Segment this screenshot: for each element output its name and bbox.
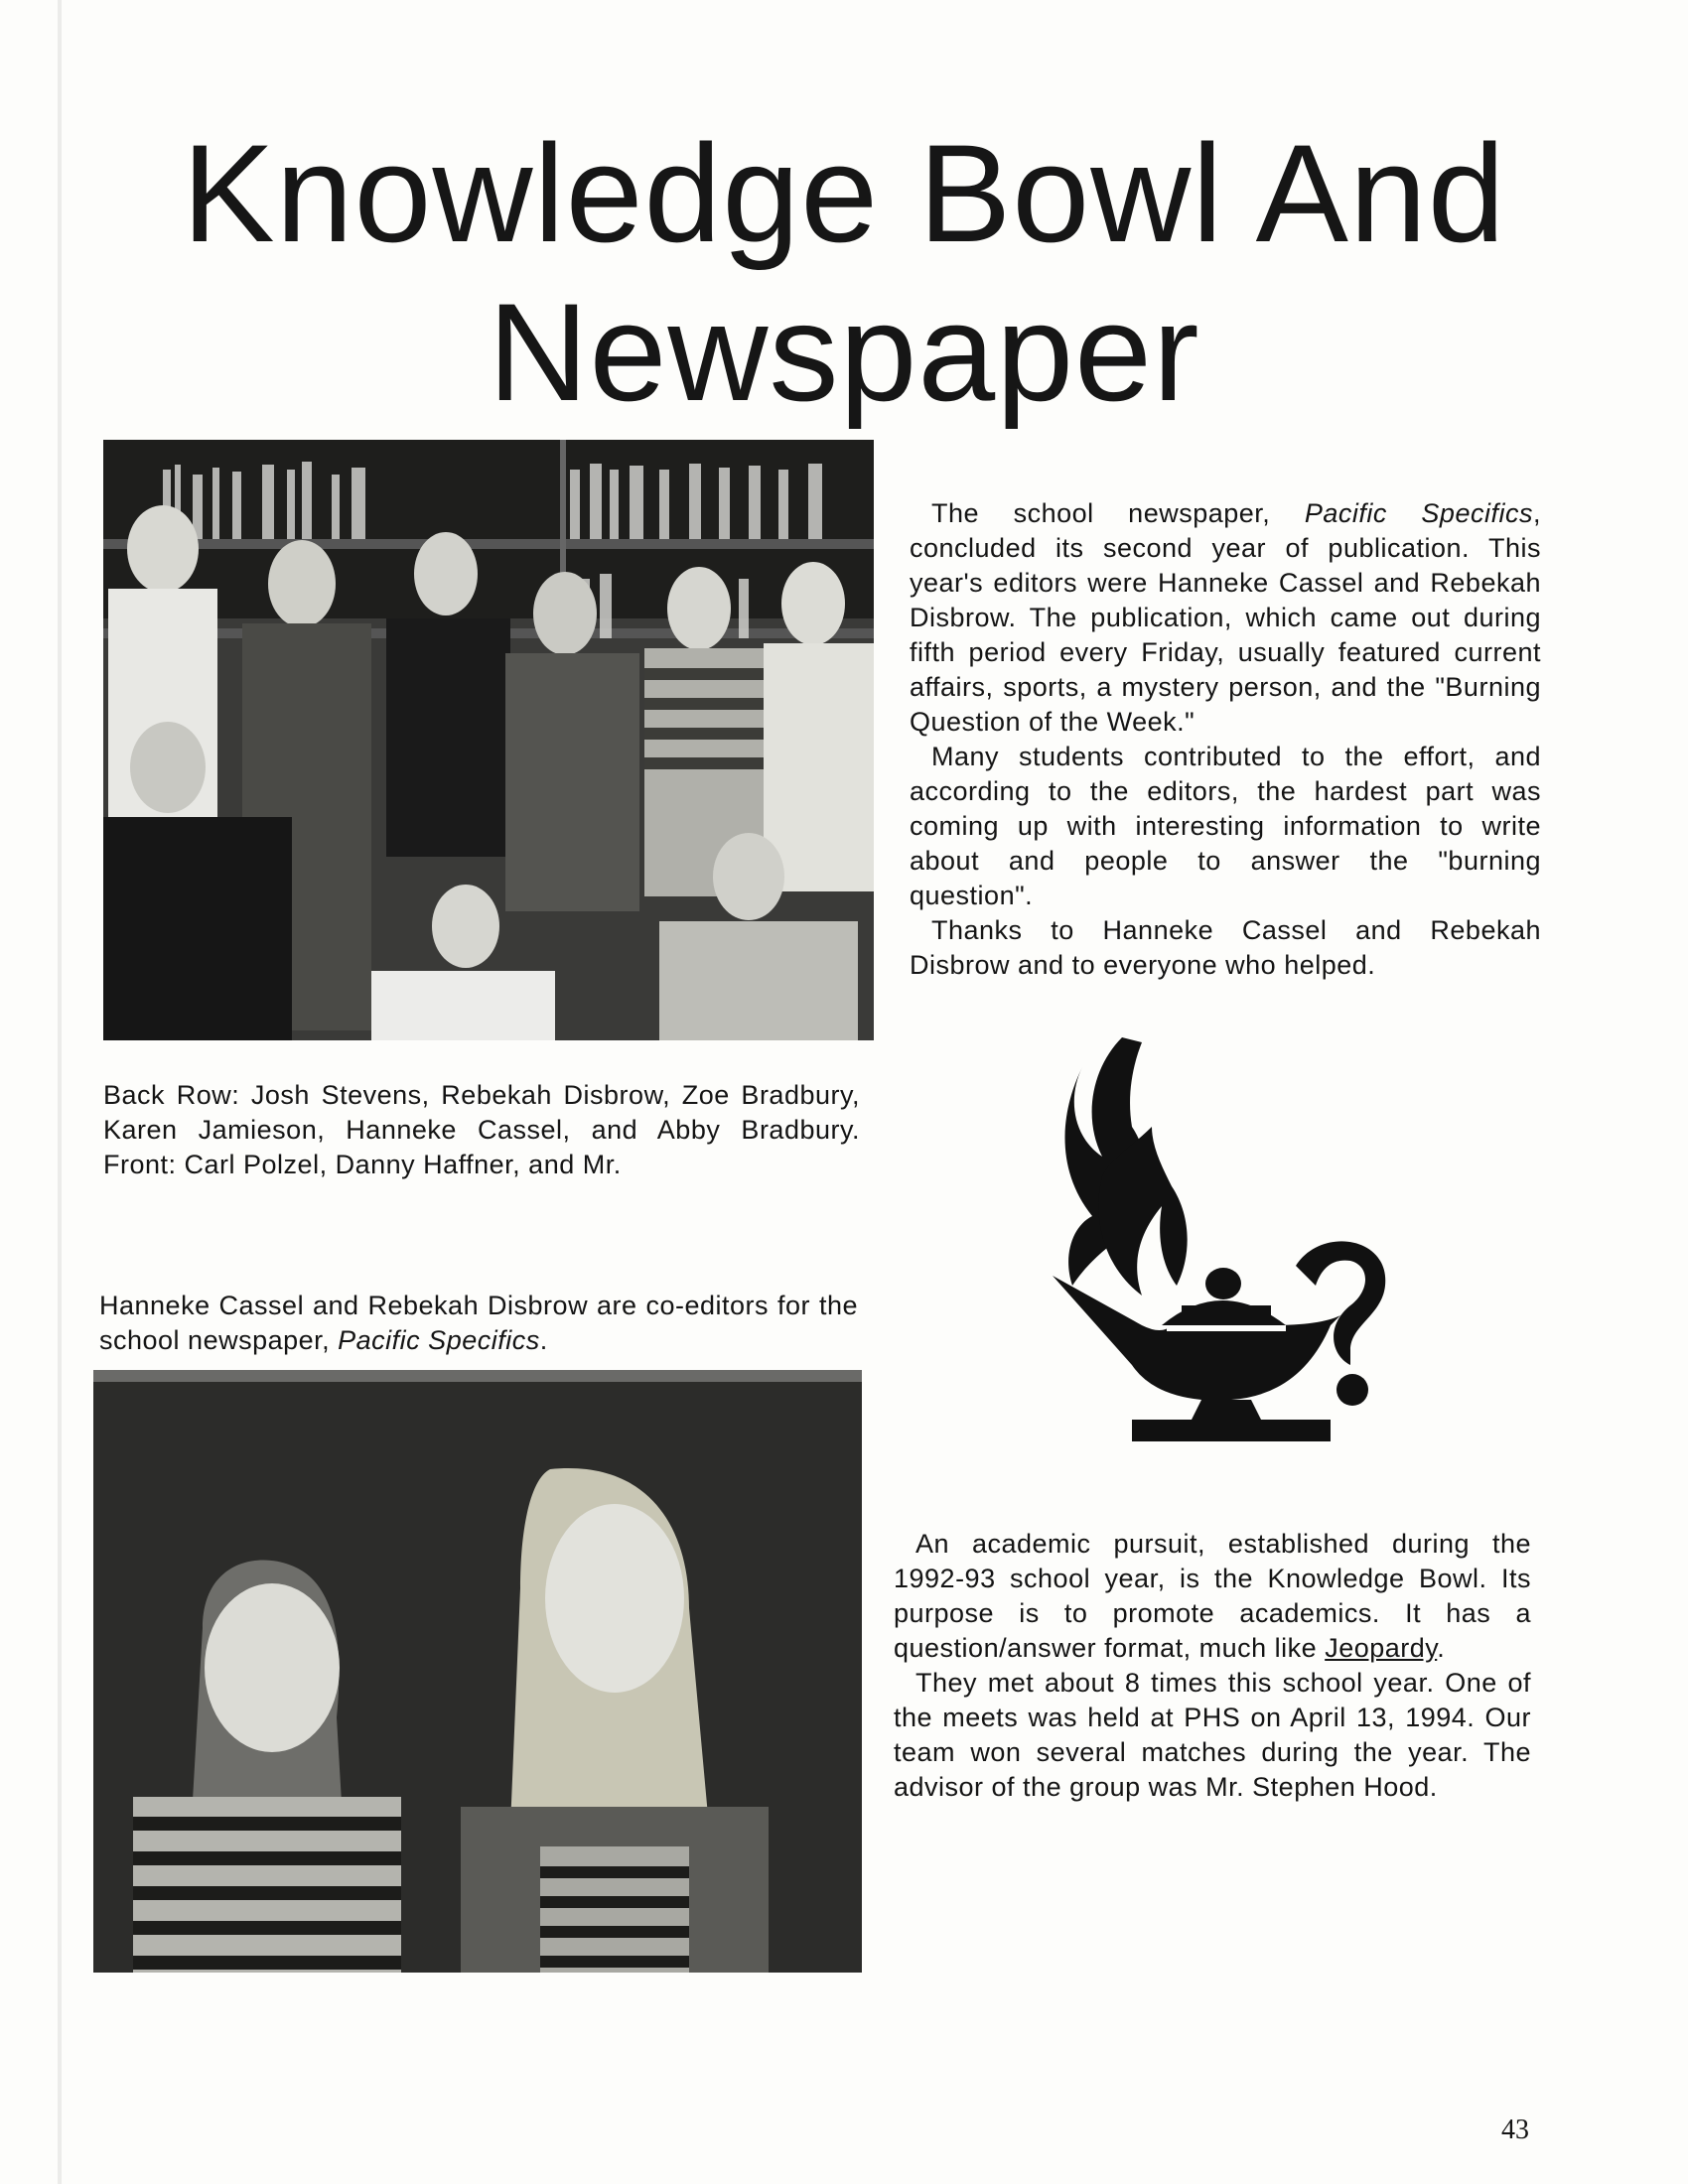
newspaper-paragraph-1 [910, 496, 1541, 740]
kb-text-end: . [1437, 1633, 1446, 1663]
newspaper-paragraph-3: Thanks to Hanneke Cassel and Rebekah Disbrow and to everyone who helped. [910, 915, 1541, 980]
intro-text: The school newspaper, [931, 498, 1305, 528]
editors-photo-caption [99, 1289, 858, 1358]
knowledge-bowl-article [894, 1527, 1531, 1805]
knowledge-bowl-paragraph-1 [894, 1527, 1531, 1666]
editors-caption-paper-name: Pacific Specifics [338, 1325, 540, 1355]
editors-caption-end: . [539, 1325, 548, 1355]
page-number: 43 [1501, 2115, 1529, 2145]
editors-caption-text: Hanneke Cassel and Rebekah Disbrow are co-editors for the school newspaper, [99, 1291, 858, 1355]
editors-photo [93, 1370, 862, 1973]
newspaper-paragraph-2: Many students contributed to the effort, and according to the editors, the hardest part was coming up with interesting information to write about and people to answer the "burning question". [910, 742, 1541, 910]
page-title-line-1: Knowledge Bowl And [182, 115, 1506, 271]
group-photo-caption: Back Row: Josh Stevens, Rebekah Disbrow, Zoe Bradbury, Karen Jamieson, Hanneke Cassel, and Abby Bradbury. Front: Carl Polzel, Danny Haffner, and Mr. [103, 1080, 860, 1179]
page-title-line-2: Newspaper [488, 274, 1200, 430]
paper-name: Pacific Specifics [1304, 498, 1533, 528]
lamp-of-knowledge-icon [1033, 1027, 1410, 1444]
intro-text-continued: , concluded its second year of publication. This year's editors were Hanneke Cassel and Rebekah Disbrow. The publication, which came out during fifth period every Friday, usually featured current affairs, sports, a mystery person, and the "Burning Question of the Week." [910, 498, 1541, 737]
jeopardy-text: Jeopardy [1325, 1633, 1438, 1663]
newspaper-article [910, 496, 1541, 983]
kb-text: An academic pursuit, established during the 1992-93 school year, is the Knowledge Bowl. Its purpose is to promote academics. It has a question/answer format, much like [894, 1529, 1531, 1663]
group-photo [103, 440, 874, 1040]
knowledge-bowl-paragraph-2: They met about 8 times this school year. One of the meets was held at PHS on April 13, 1994. Our team won several matches during the year. The advisor of the group was Mr. Stephen Hood. [894, 1668, 1531, 1802]
